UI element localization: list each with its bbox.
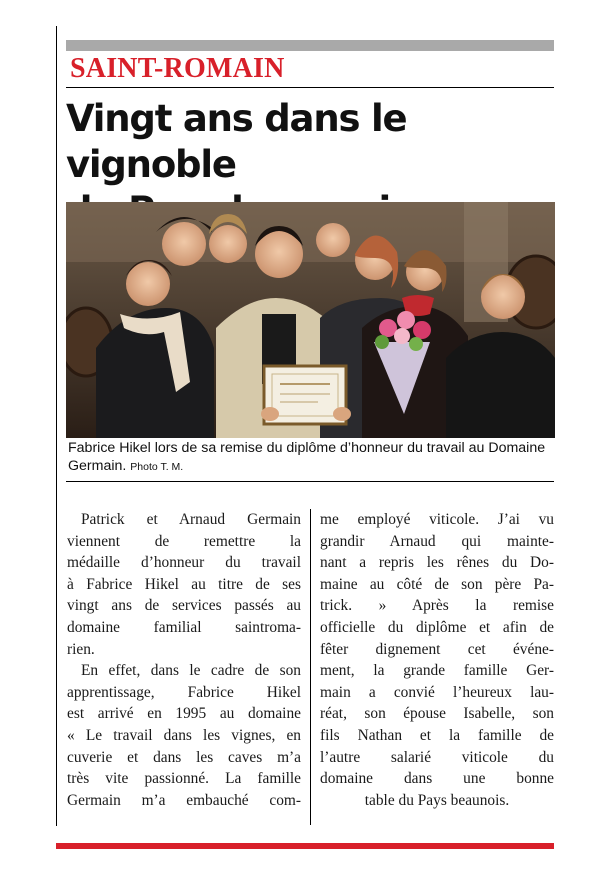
- article-line: table du Pays beaunois.: [364, 791, 510, 809]
- article-line: domaine dans une bonne: [320, 770, 554, 788]
- article-line: officielle du diplôme et afin de: [320, 618, 554, 636]
- article-line: maine au côté de son père Pa-: [320, 575, 554, 593]
- article-line: à Fabrice Hikel au titre de ses: [67, 575, 301, 593]
- section-rubric: SAINT-ROMAIN: [70, 53, 285, 84]
- article-line: Germain m’a embauché com-: [67, 791, 301, 809]
- article-line: domaine familial saintroma-: [67, 618, 301, 636]
- section-top-bar: [66, 40, 554, 51]
- article-line: trick. » Après la remise: [320, 597, 554, 615]
- article-line: viennent de remettre la: [67, 532, 301, 550]
- left-column-rule: [56, 26, 57, 826]
- article-line: cuverie et dans les caves m’a: [67, 748, 301, 766]
- article-column-left: [67, 509, 301, 811]
- article-line: fils Nathan et la famille de: [320, 726, 554, 744]
- article-line: ment, la grande famille Ger-: [320, 662, 554, 680]
- headline-line-1: Vingt ans dans le vignoble: [66, 97, 407, 186]
- article-line: est arrivé en 1995 au domaine: [67, 705, 301, 723]
- article-line: rien.: [67, 640, 95, 658]
- article-line: médaille d’honneur du travail: [67, 554, 301, 572]
- column-divider: [310, 509, 311, 825]
- article-column-right: [320, 509, 554, 811]
- article-line: « Le travail dans les vignes, en: [67, 726, 301, 744]
- article-line: En effet, dans le cadre de son: [81, 662, 301, 680]
- article-line: Patrick et Arnaud Germain: [81, 511, 301, 528]
- article-line: très vite passionné. La famille: [67, 770, 301, 788]
- article-photo: [66, 202, 555, 438]
- caption-text: Fabrice Hikel lors de sa remise du diplôme d’honneur du travail au Domaine Germain.: [68, 440, 546, 474]
- article-line: grandir Arnaud qui mainte-: [320, 532, 554, 550]
- article-line: vingt ans de services passés au: [67, 597, 301, 615]
- caption-rule: [66, 481, 554, 482]
- article-line: main a convié l’heureux lau-: [320, 683, 554, 701]
- article-line: l’autre salarié viticole du: [320, 748, 554, 766]
- article-line: apprentissage, Fabrice Hikel: [67, 683, 301, 701]
- article-line: réat, son épouse Isabelle, son: [320, 705, 554, 723]
- rubric-underline: [66, 87, 554, 88]
- article-line: me employé viticole. J’ai vu: [320, 511, 554, 528]
- article-line: fêter dignement cet événe-: [320, 640, 554, 658]
- article-line: nant a repris les rênes du Do-: [320, 554, 554, 572]
- section-bottom-bar: [56, 843, 554, 849]
- group-photo-illustration: [66, 202, 555, 438]
- photo-credit: Photo T. M.: [130, 461, 184, 473]
- photo-caption: [68, 439, 556, 476]
